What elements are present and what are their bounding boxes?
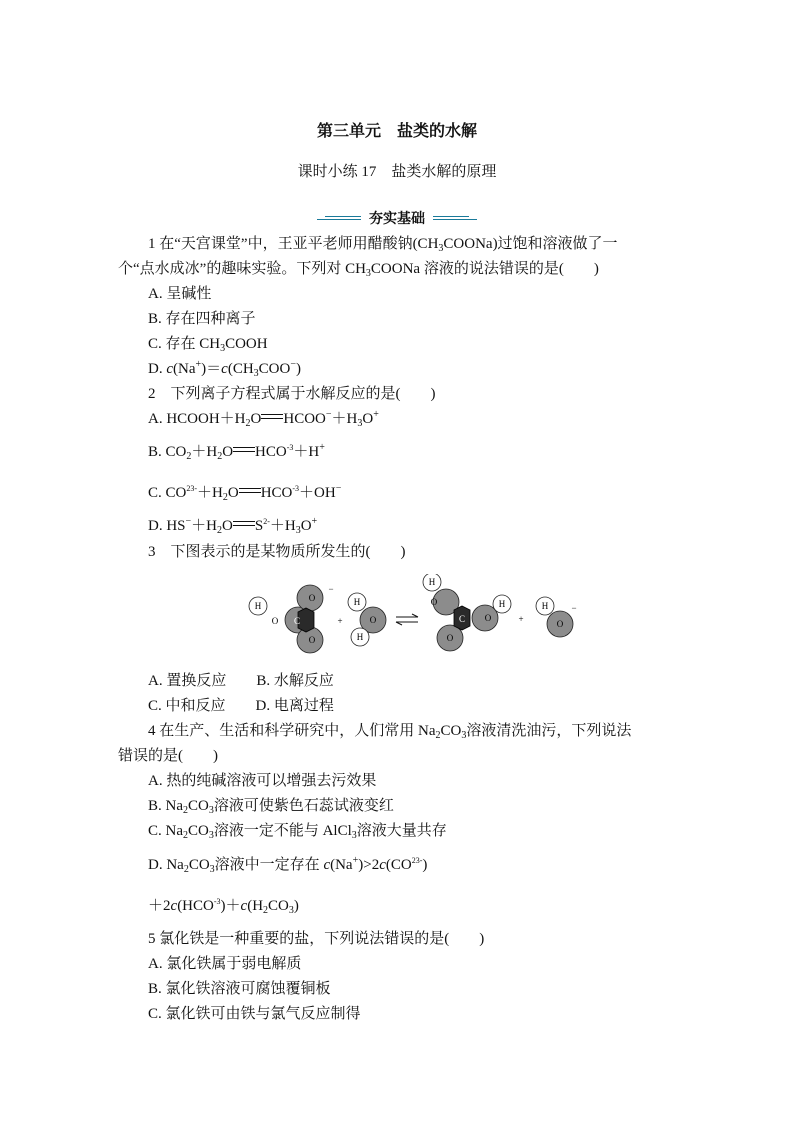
equilibrium-arrow-icon xyxy=(239,487,261,495)
q4-option-d-continued: $+2c(HCO^{-3})+c(H_2CO_3)$ xyxy=(148,897,299,916)
svg-text:+: + xyxy=(337,616,343,626)
carbon-atom xyxy=(298,608,314,632)
q2-option-b: B. $CO_2+H_2O$ $HCO^{-3}+H^+$ xyxy=(148,442,325,462)
svg-text:H: H xyxy=(254,601,262,611)
q5-option-a: A. 氯化铁属于弱电解质 xyxy=(148,956,302,972)
q5-option-b: B. 氯化铁溶液可腐蚀覆铜板 xyxy=(148,981,331,997)
svg-text:O: O xyxy=(556,619,564,629)
q1-stem-line2: 个“点水成冰”的趣味实验。下列对 $CH_3COONa$ 溶液的说法错误的是( ) xyxy=(118,261,599,279)
equilibrium-arrow-icon xyxy=(261,413,283,421)
section-label: 夯实基础 xyxy=(369,212,425,227)
svg-text:O: O xyxy=(308,635,316,645)
svg-text:−: − xyxy=(328,584,334,594)
svg-text:+: + xyxy=(518,614,524,624)
svg-text:O: O xyxy=(430,597,438,607)
q2-option-d: D. $HS^-+H_2O$ $S^{2-}+H_3O^+$ xyxy=(148,516,318,536)
q3-options-cd: C. 中和反应 D. 电离过程 xyxy=(148,698,334,714)
q5-option-c: C. 氯化铁可由铁与氯气反应制得 xyxy=(148,1006,361,1022)
svg-text:O: O xyxy=(369,615,377,625)
svg-text:−: − xyxy=(571,603,577,613)
section-header xyxy=(0,208,794,228)
q1-option-d: D. $c(Na^+)=c(CH_3COO^-)$ xyxy=(148,359,301,379)
svg-text:O: O xyxy=(308,593,316,603)
q3-options-ab: A. 置换反应 B. 水解反应 xyxy=(148,673,334,689)
q4-option-c: C. $Na_2CO_3$溶液一定不能与 AlCl$_3$溶液大量共存 xyxy=(148,823,447,841)
section-left-rule xyxy=(317,215,361,221)
svg-text:O: O xyxy=(484,613,492,623)
svg-text:H: H xyxy=(428,577,436,587)
section-right-rule xyxy=(433,215,477,221)
lesson-title: 课时小练 17 盐类水解的原理 xyxy=(297,164,497,180)
equilibrium-arrow-icon xyxy=(233,520,255,528)
svg-text:H: H xyxy=(541,601,549,611)
q4-option-b: B. $Na_2CO_3$溶液可使紫色石蕊试液变红 xyxy=(148,798,394,816)
q4-option-a: A. 热的纯碱溶液可以增强去污效果 xyxy=(148,773,377,789)
q4-stem-line2: 错误的是( ) xyxy=(118,748,218,764)
svg-text:O: O xyxy=(271,616,279,626)
q1-stem-line1: 1 在“天宫课堂”中，王亚平老师用醋酸钠$(CH_3COONa)$过饱和溶液做了一 xyxy=(148,236,618,254)
svg-text:C: C xyxy=(293,616,301,626)
q1-option-a: A. 呈碱性 xyxy=(148,286,212,302)
q4-option-d: D. $Na_2CO_3$溶液中一定存在 $c(Na^+)>2c(CO^{23-})$ xyxy=(148,855,428,875)
equilibrium-arrow-icon xyxy=(233,446,255,454)
svg-text:H: H xyxy=(356,632,364,642)
q2-stem: 2 下列离子方程式属于水解反应的是( ) xyxy=(148,386,436,402)
svg-text:O: O xyxy=(446,633,454,643)
unit-title: 第三单元 盐类的水解 xyxy=(316,123,477,140)
svg-text:H: H xyxy=(498,599,506,609)
q2-option-c: C. $CO^{23-}+H_2O$ $HCO^{-3}+OH^-$ xyxy=(148,483,342,503)
q2-option-a: A. $HCOOH+H_2O$ $HCOO^-+H_3O^+$ xyxy=(148,409,379,429)
q1-option-b: B. 存在四种离子 xyxy=(148,311,256,327)
svg-text:H: H xyxy=(353,597,361,607)
q5-stem: 5 氯化铁是一种重要的盐，下列说法错误的是( ) xyxy=(148,931,485,947)
q3-stem: 3 下图表示的是某物质所发生的( ) xyxy=(148,544,406,560)
hydrolysis-molecule-diagram xyxy=(240,574,580,660)
svg-text:C: C xyxy=(458,614,466,624)
q4-stem-line1: 4 在生产、生活和科学研究中，人们常用 $Na_2CO_3$溶液清洗油污，下列说法 xyxy=(148,723,632,741)
q1-option-c: C. 存在 $CH_3COOH$ xyxy=(148,336,268,354)
